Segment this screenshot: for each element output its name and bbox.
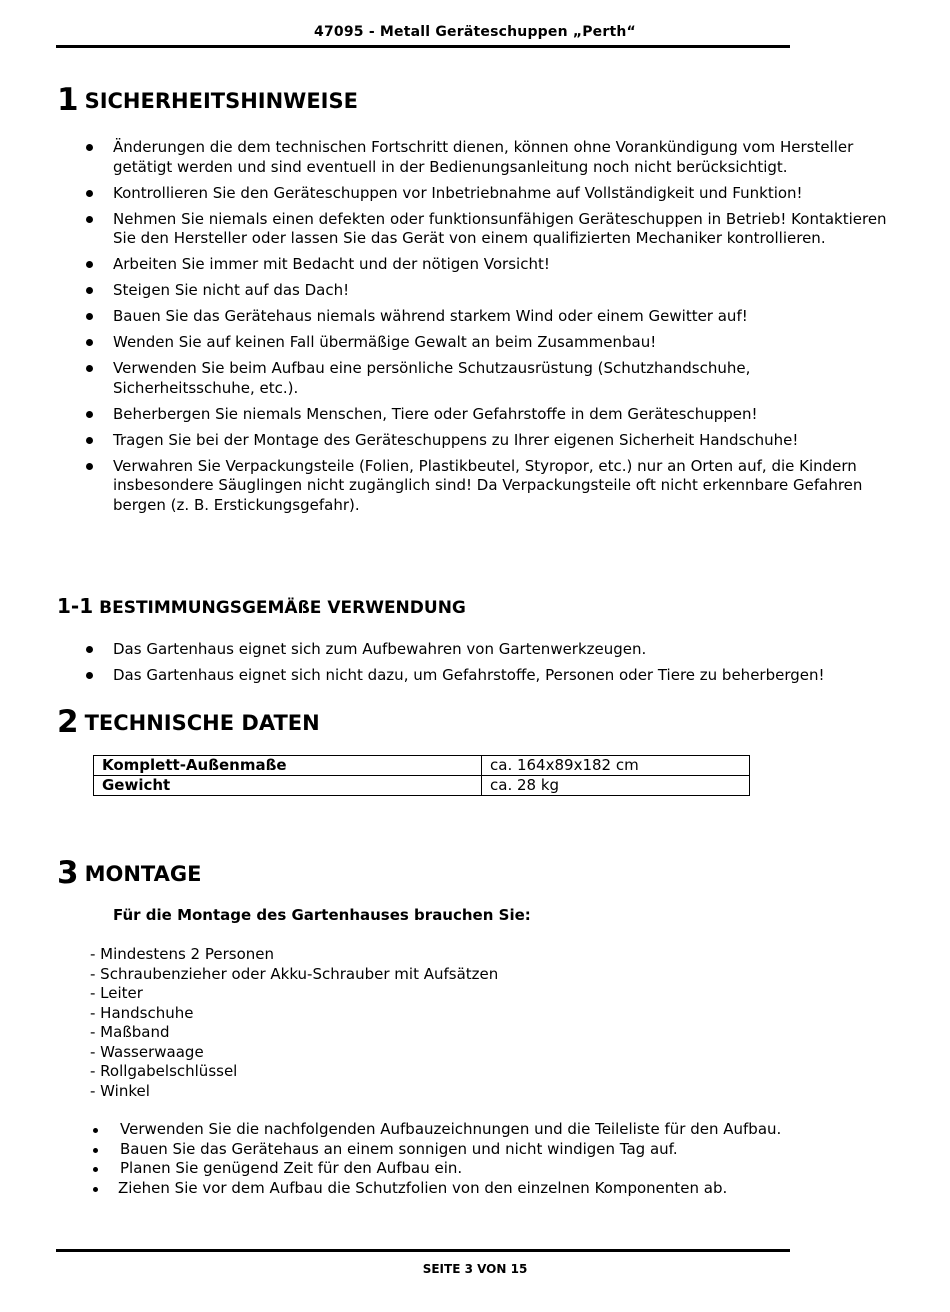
table-cell-value: ca. 164x89x182 cm [482, 756, 750, 776]
list-item [84, 281, 894, 301]
list-item-text: Verwenden Sie beim Aufbau eine persönliche Schutzausrüstung (Schutzhandschuhe, Sicherheitsschuhe, etc.). [113, 359, 751, 397]
section-1-title: SICHERHEITSHINWEISE [84, 89, 358, 113]
technical-data-table [93, 755, 750, 796]
bullet-icon [86, 261, 93, 268]
list-item-text: Änderungen die dem technischen Fortschritt dienen, können ohne Vorankündigung vom Hersteller getätigt werden und sind eventuell in der Bedienungsanleitung noch nicht berücksichtigt. [113, 138, 854, 176]
bullet-icon [86, 463, 93, 470]
list-item [84, 640, 894, 660]
list-item-text: Das Gartenhaus eignet sich nicht dazu, um Gefahrstoffe, Personen oder Tiere zu beherbergen! [113, 666, 825, 684]
section-1-1-number: 1-1 [57, 594, 94, 618]
list-item: - Handschuhe [90, 1003, 194, 1022]
bullet-icon [86, 190, 93, 197]
section-3-heading [57, 855, 201, 891]
section-1-1-title: BESTIMMUNGSGEMÄßE VERWENDUNG [99, 598, 466, 618]
section-2-number: 2 [57, 704, 79, 740]
table-cell-key: Gewicht [94, 776, 482, 796]
list-item-text: Das Gartenhaus eignet sich zum Aufbewahren von Gartenwerkzeugen. [113, 640, 647, 658]
list-item-text: Kontrollieren Sie den Geräteschuppen vor Inbetriebnahme auf Vollständigkeit und Funktion! [113, 183, 803, 202]
list-item-text: Wenden Sie auf keinen Fall übermäßige Gewalt an beim Zusammenbau! [113, 333, 657, 351]
list-item [84, 184, 894, 204]
list-item: - Leiter [90, 984, 143, 1002]
table-cell-key: Komplett-Außenmaße [94, 756, 482, 776]
list-item-text: Arbeiten Sie immer mit Bedacht und der nötigen Vorsicht! [113, 255, 550, 273]
bullet-icon [93, 1167, 98, 1172]
page-number: SEITE 3 VON 15 [422, 1262, 528, 1276]
list-item-text: Verwahren Sie Verpackungsteile (Folien, Plastikbeutel, Styropor, etc.) nur an Orten auf, die Kindern insbesondere Säuglingen nicht zugänglich sind! Da Verpackungsteile oft nicht erkennbare Gefahren bergen (z. B. Erstickungsgefahr). [113, 456, 863, 514]
bullet-icon [86, 144, 93, 151]
list-item [90, 1140, 781, 1160]
header-rule [56, 45, 790, 48]
list-item-text: Verwenden Sie die nachfolgenden Aufbauzeichnungen und die Teileliste für den Aufbau. [120, 1120, 782, 1138]
list-item [90, 1159, 781, 1179]
list-item-text: Planen Sie genügend Zeit für den Aufbau ein. [120, 1159, 463, 1177]
list-item [84, 431, 894, 451]
bullet-icon [86, 339, 93, 346]
section-2-heading [57, 704, 320, 740]
list-item: - Schraubenzieher oder Akku-Schrauber mit Aufsätzen [90, 964, 499, 983]
section-1-heading [57, 82, 358, 118]
bullet-icon [86, 646, 93, 653]
list-item-text: Tragen Sie bei der Montage des Geräteschuppens zu Ihrer eigenen Sicherheit Handschuhe! [113, 430, 799, 449]
assembly-subtitle: Für die Montage des Gartenhauses brauchen Sie: [113, 906, 531, 924]
bullet-icon [86, 411, 93, 418]
bullet-icon [93, 1148, 98, 1153]
section-3-title: MONTAGE [84, 862, 202, 886]
list-item-text: Ziehen Sie vor dem Aufbau die Schutzfolien von den einzelnen Komponenten ab. [118, 1178, 728, 1197]
list-item-text: Beherbergen Sie niemals Menschen, Tiere oder Gefahrstoffe in dem Geräteschuppen! [113, 404, 758, 423]
list-item [84, 307, 894, 327]
list-item [84, 138, 894, 177]
bullet-icon [86, 365, 93, 372]
bullet-icon [86, 287, 93, 294]
section-2-title: TECHNISCHE DATEN [84, 711, 320, 735]
list-item-text: Steigen Sie nicht auf das Dach! [113, 281, 350, 299]
list-item-text: Bauen Sie das Gerätehaus an einem sonnigen und nicht windigen Tag auf. [120, 1139, 678, 1158]
section-1-1-heading [57, 594, 466, 618]
bullet-icon [86, 437, 93, 444]
bullet-icon [86, 313, 93, 320]
list-item: - Maßband [90, 1023, 170, 1041]
list-item [90, 1120, 781, 1140]
list-item [84, 666, 894, 686]
list-item [84, 255, 894, 275]
intended-use-list [84, 640, 894, 692]
bullet-icon [93, 1128, 98, 1133]
bullet-icon [86, 216, 93, 223]
bullet-icon [86, 672, 93, 679]
list-item-text: Bauen Sie das Gerätehaus niemals während starkem Wind oder einem Gewitter auf! [113, 307, 748, 325]
list-item: - Winkel [90, 1081, 150, 1100]
list-item [90, 1179, 781, 1199]
table-cell-value: ca. 28 kg [482, 776, 750, 796]
list-item [84, 210, 894, 249]
list-item [84, 359, 894, 398]
list-item [84, 333, 894, 353]
list-item-text: Nehmen Sie niemals einen defekten oder funktionsunfähigen Geräteschuppen in Betrieb! Kontaktieren Sie den Hersteller oder lassen Sie das Gerät von einem qualifizierten Mechaniker kontrollieren. [113, 209, 887, 247]
list-item: - Rollgabelschlüssel [90, 1062, 238, 1080]
list-item: - Mindestens 2 Personen [90, 945, 275, 963]
table-row [94, 756, 750, 776]
section-1-number: 1 [57, 82, 79, 118]
table-row [94, 776, 750, 796]
document-header-title: 47095 - Metall Geräteschuppen „Perth“ [314, 24, 636, 40]
list-item [84, 405, 894, 425]
section-3-number: 3 [57, 855, 79, 891]
safety-list [84, 138, 894, 522]
list-item [84, 457, 894, 516]
tools-list [90, 945, 498, 1101]
list-item: - Wasserwaage [90, 1042, 204, 1061]
assembly-notes-list [90, 1120, 781, 1198]
footer-rule [56, 1249, 790, 1252]
bullet-icon [93, 1187, 98, 1192]
